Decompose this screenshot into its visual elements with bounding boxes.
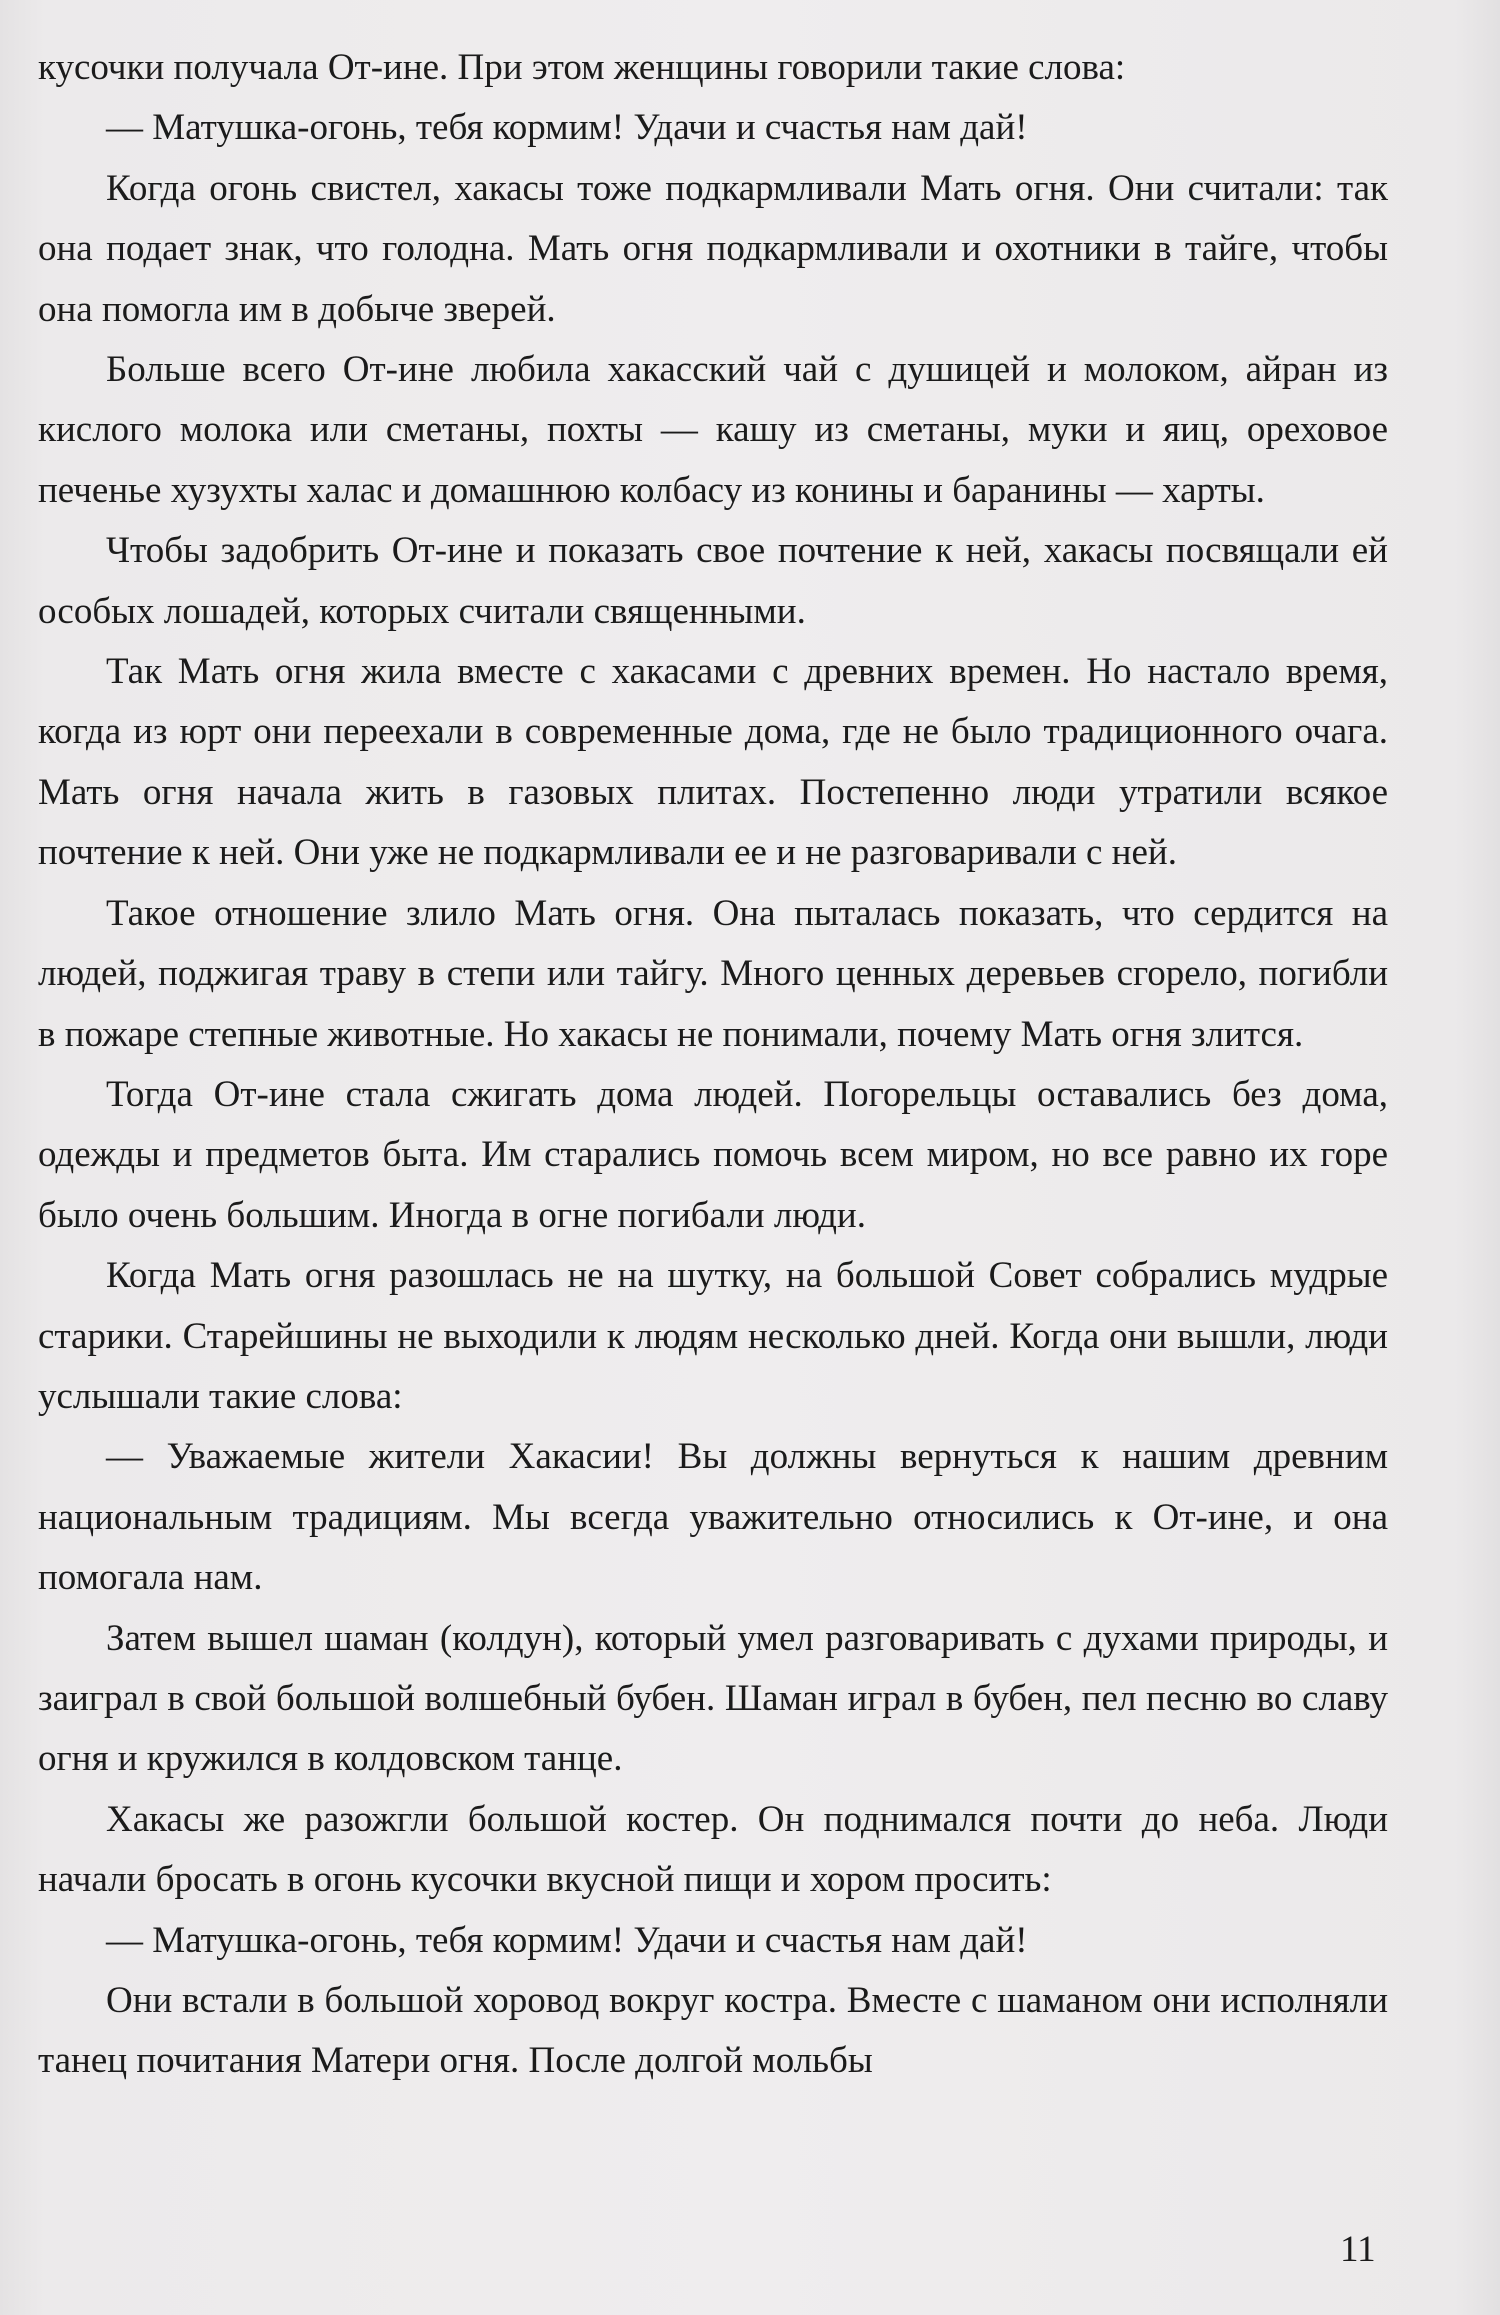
paragraph: Так Мать огня жила вместе с хакасами с древних времен. Но настало время, когда из юрт они переехали в современные дома, где не было традиционного очага. Мать огня начала жить в газовых плитах. Постепенно люди утратили всякое почтение к ней. Они уже не подкармливали ее и не разговаривали с ней.	[38, 651, 1388, 874]
paragraph: — Матушка-огонь, тебя кормим! Удачи и счастья нам дай!	[106, 107, 1028, 149]
paragraph: — Уважаемые жители Хакасии! Вы должны вернуться к нашим древним национальным традициям. Мы всегда уважительно относились к От-ине, и она помогала нам.	[38, 1436, 1388, 1599]
paragraph: Когда Мать огня разошлась не на шутку, на большой Совет собрались мудрые старики. Старейшины не выходили к людям несколько дней. Когда они вышли, люди услышали такие слова:	[38, 1255, 1388, 1417]
page-text	[38, 38, 1388, 2092]
paragraph: Затем вышел шаман (колдун), который умел разговаривать с духами природы, и заиграл в свой большой волшебный бубен. Шаман играл в бубен, пел песню во славу огня и кружился в колдовском танце.	[38, 1617, 1388, 1780]
paragraph: Когда огонь свистел, хакасы тоже подкармливали Мать огня. Они считали: так она подает знак, что голодна. Мать огня подкармливали и охотники в тайге, чтобы она помогла им в добыче зверей.	[38, 167, 1388, 330]
page-number: 11	[1340, 2229, 1376, 2270]
paragraph: Тогда От-ине стала сжигать дома людей. Погорельцы оставались без дома, одежды и предметов быта. Им старались помочь всем миром, но все равно их горе было очень большим. Иногда в огне погибали люди.	[38, 1073, 1388, 1236]
paragraph: Чтобы задобрить От-ине и показать свое почтение к ней, хакасы посвящали ей особых лошадей, которых считали священными.	[38, 530, 1388, 632]
paragraph: Больше всего От-ине любила хакасский чай с душицей и молоком, айран из кислого молока или сметаны, похты — кашу из сметаны, муки и яиц, ореховое печенье хузухты халас и домашнюю колбасу из конины и баранины — харты.	[38, 349, 1388, 511]
paragraph: Такое отношение злило Мать огня. Она пыталась показать, что сердится на людей, поджигая траву в степи или тайгу. Много ценных деревьев сгорело, погибли в пожаре степные животные. Но хакасы не понимали, почему Мать огня злится.	[38, 892, 1388, 1055]
paragraph: Хакасы же разожгли большой костер. Он поднимался почти до неба. Люди начали бросать в огонь кусочки вкусной пищи и хором просить:	[38, 1798, 1388, 1901]
paragraph: Они встали в большой хоровод вокруг костра. Вместе с шаманом они исполняли танец почитания Матери огня. После долгой мольбы	[38, 1980, 1388, 2082]
paragraph: кусочки получала От-ине. При этом женщины говорили такие слова:	[38, 47, 1126, 88]
paragraph: — Матушка-огонь, тебя кормим! Удачи и счастья нам дай!	[106, 1919, 1028, 1961]
